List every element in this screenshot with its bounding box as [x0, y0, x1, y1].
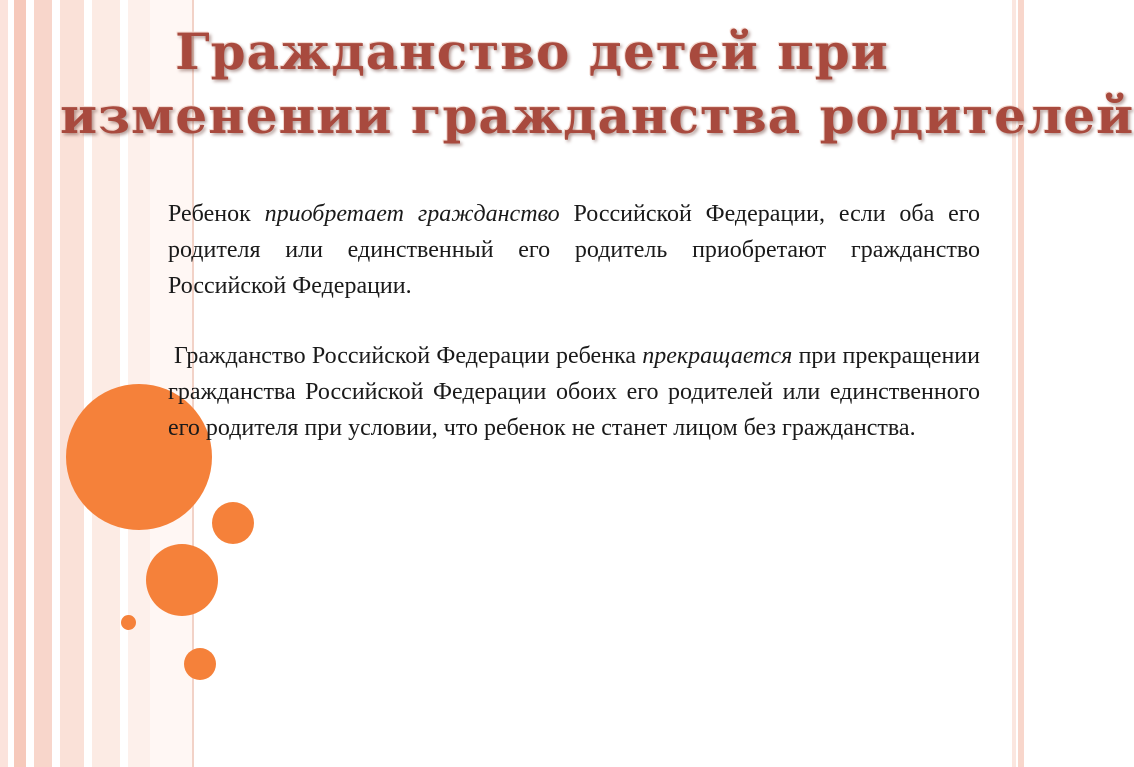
paragraph-1-rest: Российской Федерации, если оба его родителя или единственный его родитель приобретают гражданство Российской Федерации.	[168, 201, 981, 299]
decor-circle-small-lower	[184, 648, 216, 680]
title-line-2: изменении гражданства родителей	[60, 86, 1134, 145]
slide-body	[168, 196, 980, 446]
decor-circle-small	[212, 502, 254, 544]
paragraph-2-rest: при прекращении гражданства Российской Федерации обоих его родителей или единственного его родителя при условии, что ребенок не станет лицом без гражданства.	[168, 343, 980, 441]
paragraph-2-emphasis: прекращается	[642, 343, 793, 369]
paragraph-acquisition	[168, 196, 980, 304]
slide-title	[0, 20, 1134, 148]
title-line-1: Гражданство детей при	[175, 22, 889, 81]
decor-circle-medium	[146, 544, 218, 616]
decor-circle-tiny	[121, 615, 136, 630]
paragraph-termination	[168, 338, 980, 446]
paragraph-1-lead: Ребенок	[168, 201, 265, 227]
paragraph-2-lead: Гражданство Российской Федерации ребенка	[174, 343, 643, 369]
paragraph-1-emphasis: приобретает гражданство	[264, 201, 560, 227]
